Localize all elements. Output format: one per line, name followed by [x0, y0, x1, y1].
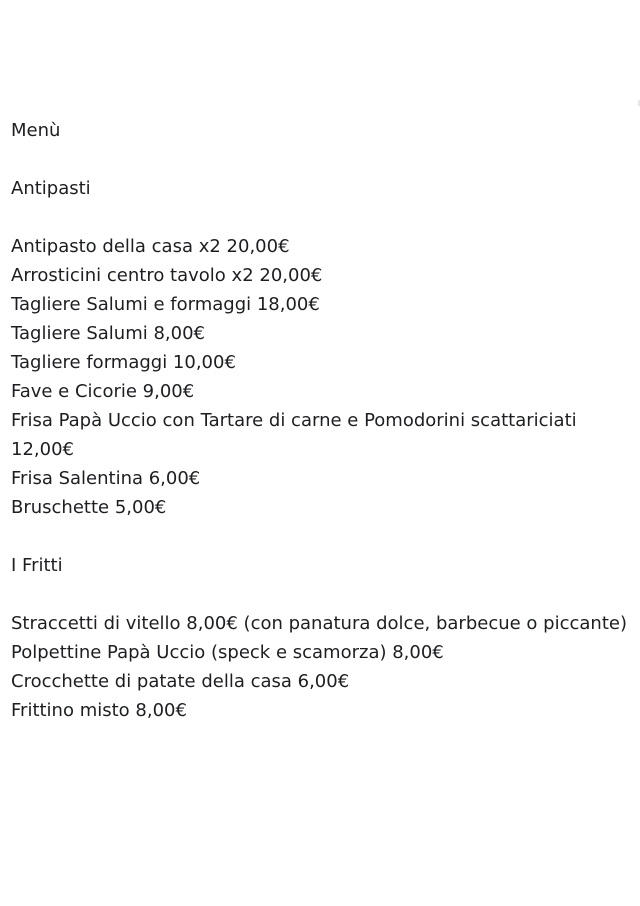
- blank-line: [11, 145, 631, 174]
- menu-item: Tagliere Salumi 8,00€: [11, 323, 206, 344]
- menu-title: Menù: [11, 120, 61, 141]
- blank-line: [11, 522, 631, 551]
- menu-item: Tagliere Salumi e formaggi 18,00€: [11, 294, 320, 315]
- blank-line: [11, 203, 631, 232]
- menu-item: Fave e Cicorie 9,00€: [11, 381, 195, 402]
- menu-item: Arrosticini centro tavolo x2 20,00€: [11, 265, 323, 286]
- menu-item: Straccetti di vitello 8,00€ (con panatura dolce, barbecue o piccante): [11, 613, 627, 634]
- menu-item: Antipasto della casa x2 20,00€: [11, 236, 290, 257]
- blank-line: [11, 580, 631, 609]
- menu-item: Bruschette 5,00€: [11, 497, 167, 518]
- menu-item: Frittino misto 8,00€: [11, 700, 187, 721]
- menu-item: Frisa Papà Uccio con Tartare di carne e Pomodorini scattariciati 12,00€: [11, 410, 577, 460]
- section-heading-antipasti: Antipasti: [11, 178, 91, 199]
- section-heading-fritti: I Fritti: [11, 555, 63, 576]
- menu-text-block: [11, 116, 631, 725]
- menu-item: Frisa Salentina 6,00€: [11, 468, 201, 489]
- menu-item: Polpettine Papà Uccio (speck e scamorza) 8,00€: [11, 642, 444, 663]
- menu-item: Crocchette di patate della casa 6,00€: [11, 671, 350, 692]
- menu-item: Tagliere formaggi 10,00€: [11, 352, 236, 373]
